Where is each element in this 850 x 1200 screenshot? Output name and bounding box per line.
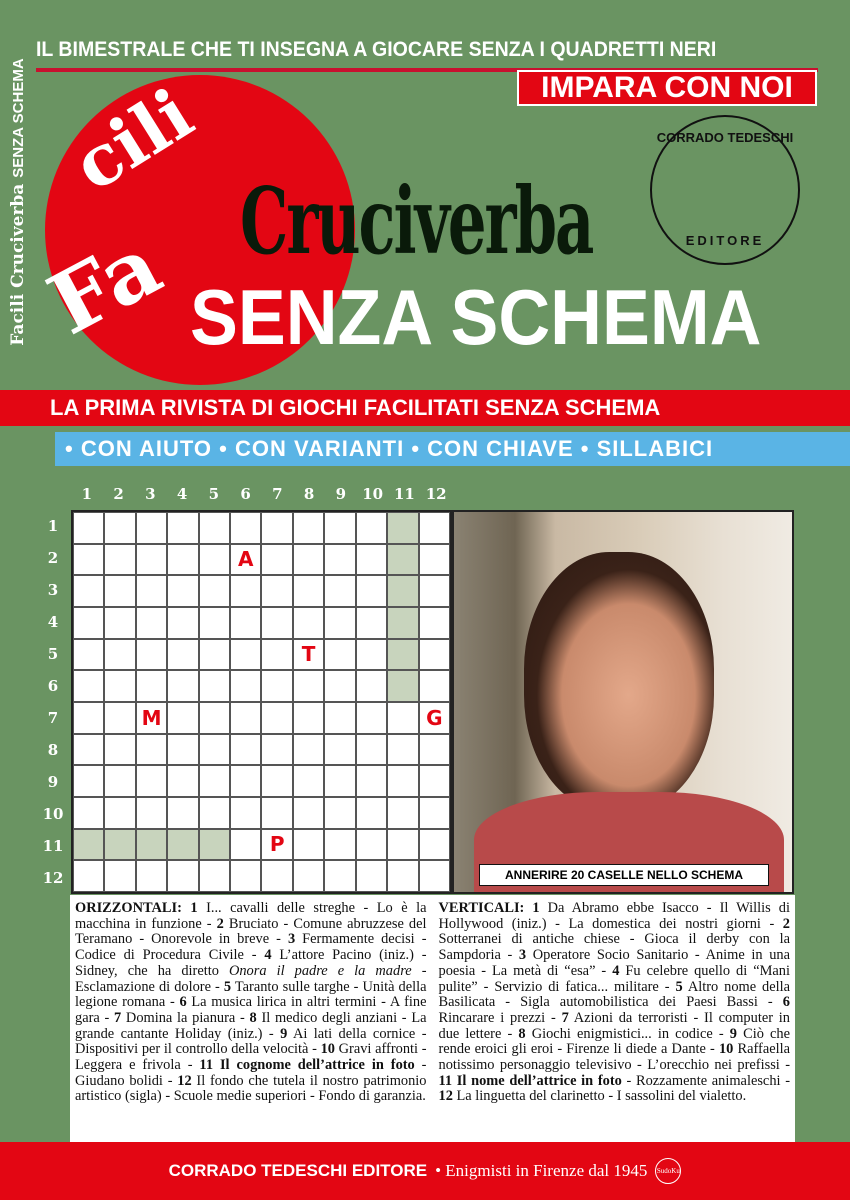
grid-cell[interactable] [136, 575, 167, 607]
clues-down: VERTICALI: 1 Da Abramo ebbe Isacco - Il Willis di Hollywood (iniz.) - La domestica dei nostri giorni - 2 Sotterranei di antiche chiese - Gioca il derby con la Sampdoria - 3 Operatore Socio Sanitario - Anime in una poesia - La metà di “esa” - 4 Fu celebre quello di “Mani pulite” - Servizio di fatica... militare - 5 Altro nome della Basilicata - Sigla automobilistica dei Paesi Bassi - 6 Rincarare i prezzi - 7 Azioni da terroristi - Il computer in due lettere - 8 Giochi enigmistici... in codice - 9 Ciò che rende eroici gli eroi - Firenze li diede a Dante - 10 Raffaella notissimo personaggio televisivo - L’orecchio nei prefissi - 11 Il nome dell’attrice in foto - Rozzamente animaleschi - 12 La linguetta del clarinetto - I sassolini del vialetto. [438, 900, 791, 1105]
grid-cell[interactable]: G [419, 702, 450, 734]
grid-cell[interactable] [104, 829, 135, 861]
grid-cell[interactable] [104, 860, 135, 892]
grid-cell[interactable] [199, 860, 230, 892]
grid-cell[interactable] [73, 860, 104, 892]
actress-photo [452, 510, 794, 894]
grid-cell[interactable] [167, 765, 198, 797]
row-number: 6 [47, 677, 59, 695]
grid-cell[interactable] [104, 734, 135, 766]
column-number: 9 [335, 485, 347, 503]
title-facili-b: cili [59, 71, 207, 208]
grid-cell[interactable] [73, 797, 104, 829]
row-number: 1 [47, 517, 59, 535]
column-number: 3 [145, 485, 156, 503]
grid-cell[interactable] [199, 734, 230, 766]
column-number: 12 [425, 485, 447, 503]
publisher-seal [650, 115, 800, 265]
grid-cell[interactable] [356, 860, 387, 892]
grid-cell[interactable] [356, 670, 387, 702]
grid-cell[interactable] [356, 575, 387, 607]
grid-cell[interactable] [293, 544, 324, 576]
grid-cell[interactable] [104, 575, 135, 607]
grid-cell[interactable] [419, 639, 450, 671]
grid-cell[interactable] [324, 829, 355, 861]
grid-cell[interactable] [356, 734, 387, 766]
photo-portrait [524, 552, 714, 812]
grid-cell[interactable] [230, 639, 261, 671]
grid-cell[interactable] [387, 860, 418, 892]
grid-cell[interactable] [387, 670, 418, 702]
grid-cell[interactable] [324, 670, 355, 702]
photo-caption: ANNERIRE 20 CASELLE NELLO SCHEMA [479, 864, 769, 886]
spine-sans: SENZA SCHEMA [10, 58, 27, 178]
grid-cell[interactable] [199, 670, 230, 702]
grid-cell[interactable] [387, 639, 418, 671]
grid-cell[interactable] [136, 670, 167, 702]
grid-cell[interactable] [261, 639, 292, 671]
row-number: 9 [47, 773, 59, 791]
grid-cell[interactable] [199, 797, 230, 829]
grid-cell[interactable] [387, 607, 418, 639]
grid-cell[interactable] [199, 639, 230, 671]
column-number: 7 [272, 485, 283, 503]
grid-cell[interactable] [136, 734, 167, 766]
row-number: 12 [42, 869, 64, 887]
grid-cell[interactable] [387, 734, 418, 766]
grid-cell[interactable] [324, 607, 355, 639]
grid-cell[interactable] [293, 765, 324, 797]
grid-cell[interactable] [199, 702, 230, 734]
grid-cell[interactable] [324, 544, 355, 576]
grid-cell[interactable] [199, 512, 230, 544]
grid-cell[interactable] [293, 829, 324, 861]
column-number: 6 [240, 485, 251, 503]
title-senza-schema: SENZA SCHEMA [190, 273, 762, 361]
column-number: 1 [81, 485, 93, 503]
grid-cell[interactable] [73, 607, 104, 639]
grid-cell[interactable] [167, 670, 198, 702]
grid-cell[interactable] [104, 639, 135, 671]
grid-cell[interactable] [136, 639, 167, 671]
grid-cell[interactable] [419, 734, 450, 766]
grid-cell[interactable] [293, 607, 324, 639]
grid-cell[interactable] [293, 860, 324, 892]
grid-cell[interactable] [230, 829, 261, 861]
grid-cell[interactable] [167, 607, 198, 639]
grid-cell[interactable] [387, 797, 418, 829]
grid-cell[interactable] [324, 702, 355, 734]
grid-cell[interactable] [356, 765, 387, 797]
grid-cell[interactable] [136, 512, 167, 544]
column-number: 5 [208, 485, 220, 503]
row-number: 2 [47, 549, 59, 567]
column-number: 4 [176, 485, 188, 503]
grid-cell[interactable] [230, 860, 261, 892]
seal-bottom: EDITORE [685, 233, 765, 248]
column-number: 2 [113, 485, 124, 503]
grid-cell[interactable] [419, 765, 450, 797]
grid-cell[interactable] [419, 670, 450, 702]
grid-cell[interactable] [167, 734, 198, 766]
grid-cell[interactable] [261, 512, 292, 544]
grid-cell[interactable] [293, 512, 324, 544]
grid-cell[interactable] [261, 797, 292, 829]
grid-cell[interactable] [356, 607, 387, 639]
grid-cell[interactable] [324, 765, 355, 797]
grid-cell[interactable] [261, 860, 292, 892]
row-number: 3 [47, 581, 59, 599]
grid-cell[interactable] [104, 512, 135, 544]
features-band: • CON AIUTO • CON VARIANTI • CON CHIAVE • SILLABICI [55, 432, 850, 466]
grid-cell[interactable] [199, 765, 230, 797]
grid-cell[interactable] [356, 639, 387, 671]
grid-cell[interactable] [356, 702, 387, 734]
impara-badge: IMPARA CON NOI [517, 70, 817, 106]
grid-cell[interactable] [230, 797, 261, 829]
clues-panel [70, 895, 795, 1142]
grid-cell[interactable] [356, 544, 387, 576]
subtitle-band: LA PRIMA RIVISTA DI GIOCHI FACILITATI SENZA SCHEMA [0, 390, 850, 426]
grid-cell[interactable]: M [136, 702, 167, 734]
row-number: 4 [47, 613, 59, 631]
grid-cell[interactable] [104, 797, 135, 829]
row-number: 7 [47, 709, 59, 727]
grid-cell[interactable] [230, 765, 261, 797]
grid-cell[interactable] [387, 512, 418, 544]
grid-cell[interactable] [419, 829, 450, 861]
grid-cell[interactable] [230, 702, 261, 734]
tagline: IL BIMESTRALE CHE TI INSEGNA A GIOCARE SENZA I QUADRETTI NERI [36, 38, 717, 61]
grid-cell[interactable] [261, 734, 292, 766]
seal-top: CORRADO TEDESCHI [656, 130, 794, 145]
grid-cell[interactable] [104, 544, 135, 576]
grid-cell[interactable] [293, 670, 324, 702]
spine-serif: Facili Cruciverba [8, 183, 28, 346]
grid-cell[interactable] [73, 829, 104, 861]
grid-cell[interactable] [73, 512, 104, 544]
row-number: 8 [47, 741, 59, 759]
grid-cell[interactable] [199, 607, 230, 639]
grid-cell[interactable] [419, 607, 450, 639]
grid-cell[interactable] [104, 765, 135, 797]
grid-cell[interactable] [324, 512, 355, 544]
grid-cell[interactable] [199, 829, 230, 861]
grid-cell[interactable] [230, 670, 261, 702]
grid-cell[interactable] [167, 575, 198, 607]
grid-cell[interactable] [199, 544, 230, 576]
grid-cell[interactable] [167, 639, 198, 671]
spine-title [8, 22, 32, 382]
grid-cell[interactable] [136, 765, 167, 797]
grid-cell[interactable] [324, 734, 355, 766]
column-number: 8 [303, 485, 315, 503]
grid-cell[interactable] [419, 575, 450, 607]
title-facili-a: Fa [32, 215, 177, 354]
grid-cell[interactable] [293, 734, 324, 766]
grid-cell[interactable] [104, 607, 135, 639]
grid-cell[interactable] [73, 702, 104, 734]
grid-cell[interactable] [387, 702, 418, 734]
grid-cell[interactable] [387, 829, 418, 861]
title-cruciverba: Cruciverba [240, 167, 593, 275]
grid-cell[interactable] [167, 860, 198, 892]
grid-cell[interactable] [324, 575, 355, 607]
grid-cell[interactable] [293, 575, 324, 607]
grid-cell[interactable] [73, 639, 104, 671]
grid-cell[interactable] [136, 860, 167, 892]
grid-cell[interactable] [293, 702, 324, 734]
grid-cell[interactable] [73, 765, 104, 797]
grid-cell[interactable] [387, 765, 418, 797]
grid-cell[interactable]: T [293, 639, 324, 671]
grid-cell[interactable] [324, 860, 355, 892]
grid-cell[interactable] [419, 544, 450, 576]
grid-cell[interactable] [419, 860, 450, 892]
grid-cell[interactable] [136, 797, 167, 829]
grid-cell[interactable] [387, 544, 418, 576]
grid-cell[interactable] [230, 575, 261, 607]
grid-cell[interactable] [167, 797, 198, 829]
grid-cell[interactable] [73, 734, 104, 766]
sudoku-logo: SudoKu [655, 1158, 681, 1184]
grid-cell[interactable] [356, 512, 387, 544]
grid-cell[interactable] [324, 639, 355, 671]
grid-cell[interactable] [73, 575, 104, 607]
row-number: 5 [47, 645, 59, 663]
grid-cell[interactable] [419, 797, 450, 829]
footer-publisher: CORRADO TEDESCHI EDITORE [168, 1161, 428, 1180]
grid-cell[interactable] [356, 797, 387, 829]
grid-cell[interactable] [324, 797, 355, 829]
grid-cell[interactable] [261, 607, 292, 639]
grid-cell[interactable] [104, 670, 135, 702]
grid-cell[interactable] [167, 829, 198, 861]
grid-cell[interactable] [293, 797, 324, 829]
grid-cell[interactable] [136, 829, 167, 861]
grid-cell[interactable] [230, 607, 261, 639]
row-number: 11 [42, 837, 64, 855]
grid-cell[interactable] [261, 544, 292, 576]
grid-cell[interactable] [387, 575, 418, 607]
grid-cell[interactable] [136, 607, 167, 639]
column-number: 10 [362, 485, 384, 503]
grid-cell[interactable] [230, 734, 261, 766]
grid-cell[interactable] [261, 670, 292, 702]
grid-cell[interactable] [261, 575, 292, 607]
clues-across: ORIZZONTALI: 1 I... cavalli delle streghe - Lo è la macchina in funzione - 2 Bruciato - Comune abruzzese del Teramano - Onorevole in breve - 3 Fermamente decisi - Codice di Procedura Civile - 4 L’attore Pacino (iniz.) - Sidney, che ha diretto Onora il padre e la madre - Esclamazione di dolore - 5 Taranto sulle targhe - Unità della legione romana - 6 La musica lirica in altri termini - A fine gara - 7 Domina la pianura - 8 Il medico degli anziani - La grande cantante Holiday (iniz.) - 9 Ai lati della cornice - Dispositivi per il controllo della velocità - 10 Gravi affronti - Leggera e frivola - 11 Il cognome dell’attrice in foto - Giudano bolidi - 12 Il fondo che tutela il nostro patrimonio artistico (sigla) - Scuole medie superiori - Fondo di garanzia. [75, 900, 427, 1105]
footer-slogan: • Enigmisti in Firenze dal 1945 [435, 1161, 648, 1180]
footer-bar [0, 1142, 850, 1200]
grid-cell[interactable] [199, 575, 230, 607]
grid-cell[interactable] [167, 702, 198, 734]
column-number: 11 [393, 485, 415, 503]
grid-cell[interactable] [73, 544, 104, 576]
grid-cell[interactable] [73, 670, 104, 702]
row-number: 10 [42, 805, 64, 823]
grid-cell[interactable] [356, 829, 387, 861]
grid-cell[interactable] [167, 544, 198, 576]
grid-cell[interactable]: P [261, 829, 292, 861]
grid-cell[interactable] [419, 512, 450, 544]
grid-cell[interactable] [261, 765, 292, 797]
grid-cell[interactable] [104, 702, 135, 734]
grid-cell[interactable] [167, 512, 198, 544]
grid-cell[interactable]: A [230, 544, 261, 576]
crossword-grid [71, 510, 452, 894]
grid-cell[interactable] [261, 702, 292, 734]
grid-cell[interactable] [230, 512, 261, 544]
grid-cell[interactable] [136, 544, 167, 576]
